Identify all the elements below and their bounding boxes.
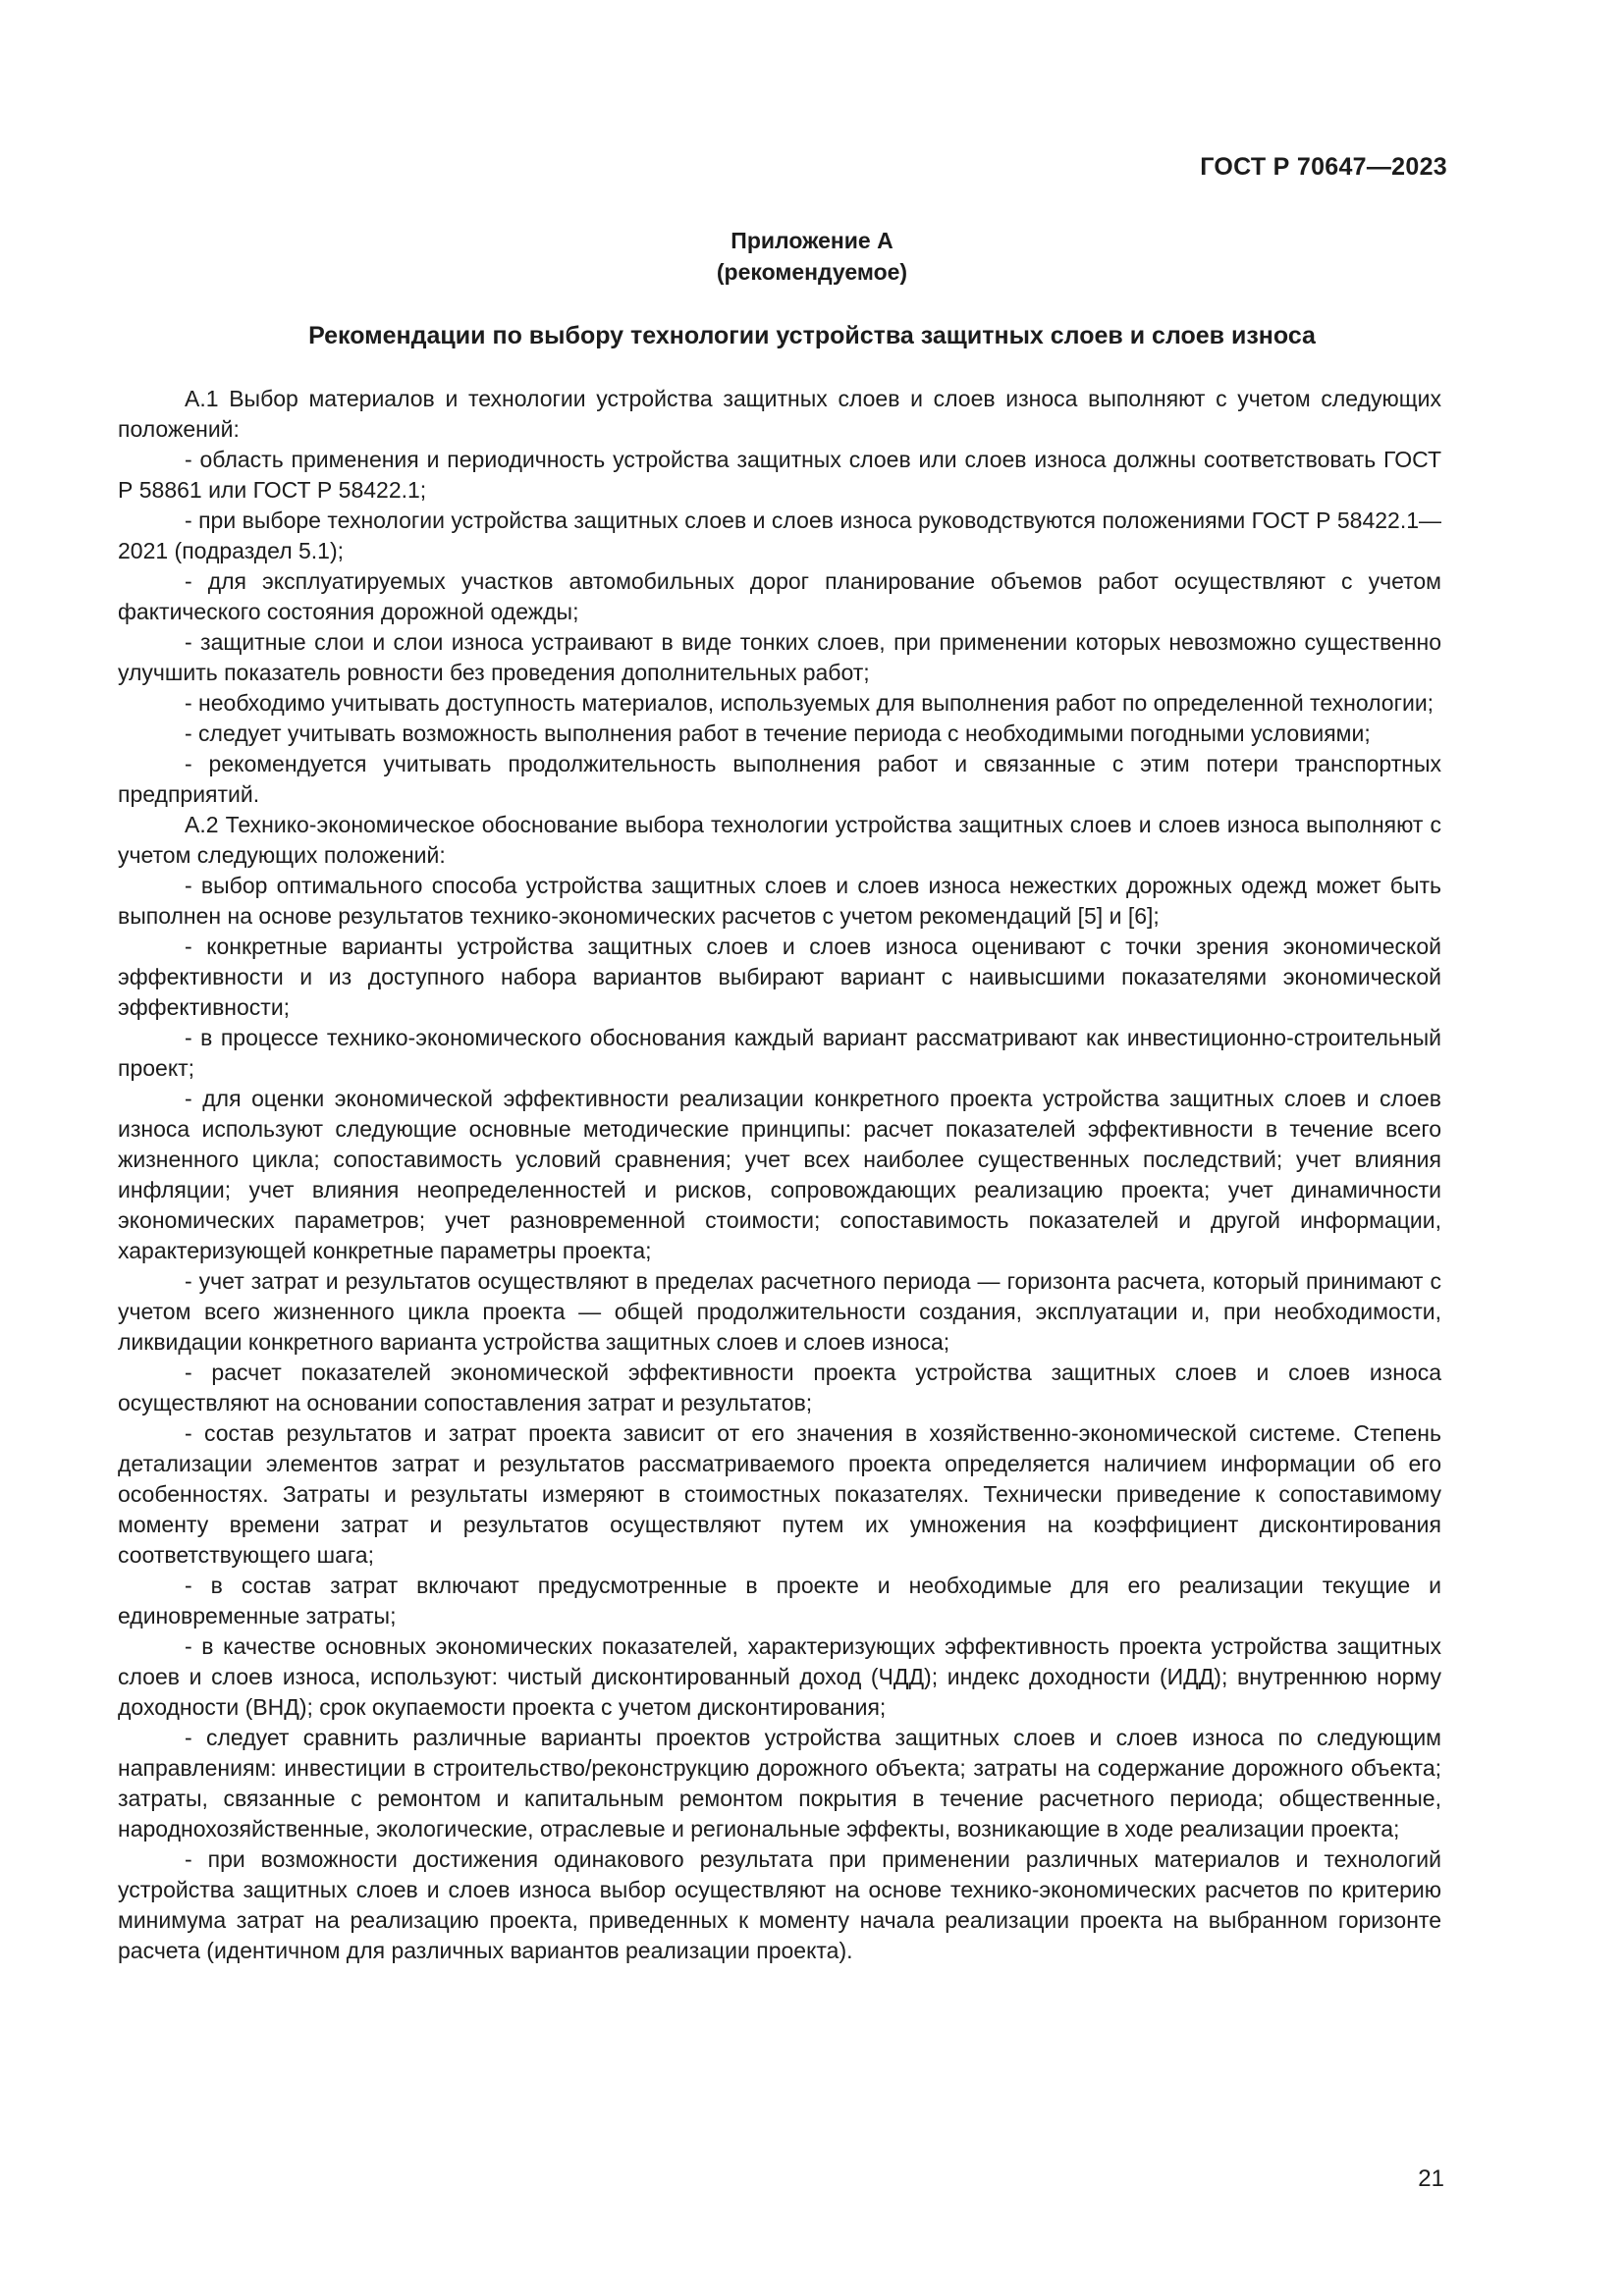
section-title: Рекомендации по выбору технологии устройства защитных слоев и слоев износа [308,322,1316,349]
list-item: - конкретные варианты устройства защитных слоев и слоев износа оценивают с точки зрения экономической эффективности и из доступного набора вариантов выбирают вариант с наивысшими показателями экономической эффективности; [118,934,1441,1020]
annex-status: (рекомендуемое) [716,259,908,285]
list-item: - выбор оптимального способа устройства защитных слоев и слоев износа нежестких дорожных одежд может быть выполнен на основе результатов технико-экономических расчетов с учетом рекомендаций [5] и [6]; [118,873,1441,929]
list-item: - расчет показателей экономической эффективности проекта устройства защитных слоев и слоев износа осуществляют на основании сопоставления затрат и результатов; [118,1360,1441,1415]
document-body [118,384,1441,1966]
list-item: - область применения и периодичность устройства защитных слоев или слоев износа должны соответствовать ГОСТ Р 58861 или ГОСТ Р 58422.1; [118,447,1441,503]
list-item: - в качестве основных экономических показателей, характеризующих эффективность проекта устройства защитных слоев и слоев износа, используют: чистый дисконтированный доход (ЧДД); индекс доходности (ИДД); внутреннюю норму доходности (ВНД); срок окупаемости проекта с учетом дисконтирования; [118,1633,1441,1720]
list-item: - в процессе технико-экономического обоснования каждый вариант рассматривают как инвестиционно-строительный проект; [118,1025,1441,1081]
list-item: - в состав затрат включают предусмотренные в проекте и необходимые для его реализации текущие и единовременные затраты; [118,1573,1441,1629]
document-id: ГОСТ Р 70647—2023 [1200,153,1447,181]
list-item: - следует сравнить различные варианты проектов устройства защитных слоев и слоев износа по следующим направлениям: инвестиции в строительство/реконструкцию дорожного объекта; затраты на содержание дорожного объекта; затраты, связанные с ремонтом и капитальным ремонтом покрытия в течение расчетного периода; общественные, народнохозяйственные, экологические, отраслевые и региональные эффекты, возникающие в ходе реализации проекта; [118,1725,1441,1842]
page-number: 21 [1418,2165,1444,2192]
list-item: - для эксплуатируемых участков автомобильных дорог планирование объемов работ осуществляют с учетом фактического состояния дорожной одежды; [118,568,1441,624]
list-item: - необходимо учитывать доступность материалов, используемых для выполнения работ по определенной технологии; [185,690,1435,716]
list-item: - для оценки экономической эффективности реализации конкретного проекта устройства защитных слоев и слоев износа используют следующие основные методические принципы: расчет показателей эффективности в течение всего жизненного цикла; сопоставимость условий сравнения; учет всех наиболее существенных последствий; учет влияния инфляции; учет влияния неопределенностей и рисков, сопровождающих реализацию проекта; учет динамичности экономических параметров; учет разновременной стоимости; сопоставимость показателей и другой информации, характеризующей конкретные параметры проекта; [118,1086,1441,1263]
list-item: - защитные слои и слои износа устраивают в виде тонких слоев, при применении которых невозможно существенно улучшить показатель ровности без проведения дополнительных работ; [118,629,1441,685]
list-item: - следует учитывать возможность выполнения работ в течение периода с необходимыми погодными условиями; [185,721,1371,746]
paragraph-a1: А.1 Выбор материалов и технологии устройства защитных слоев и слоев износа выполняют с учетом следующих положений: [118,386,1441,442]
list-item: - учет затрат и результатов осуществляют в пределах расчетного периода — горизонта расчета, который принимают с учетом всего жизненного цикла проекта — общей продолжительности создания, эксплуатации и, при необходимости, ликвидации конкретного варианта устройства защитных слоев и слоев износа; [118,1268,1441,1355]
list-item: - при выборе технологии устройства защитных слоев и слоев износа руководствуются положениями ГОСТ Р 58422.1—2021 (подраздел 5.1); [118,507,1441,563]
list-item: - состав результатов и затрат проекта зависит от его значения в хозяйственно-экономической системе. Степень детализации элементов затрат и результатов рассматриваемого проекта определяется наличием информации об его особенностях. Затраты и результаты измеряют в стоимостных показателях. Технически приведение к сопоставимому моменту времени затрат и результатов осуществляют путем их умножения на коэффициент дисконтирования соответствующего шага; [118,1420,1441,1568]
list-item: - рекомендуется учитывать продолжительность выполнения работ и связанные с этим потери транспортных предприятий. [118,751,1441,807]
annex-title: Приложение А [731,228,893,253]
list-item: - при возможности достижения одинакового результата при применении различных материалов и технологий устройства защитных слоев и слоев износа выбор осуществляют на основе технико-экономических расчетов по критерию минимума затрат на реализацию проекта, приведенных к моменту начала реализации проекта на выбранном горизонте расчета (идентичном для различных вариантов реализации проекта). [118,1846,1441,1963]
paragraph-a2: А.2 Технико-экономическое обоснование выбора технологии устройства защитных слоев и слоев износа выполняют с учетом следующих положений: [118,812,1441,868]
